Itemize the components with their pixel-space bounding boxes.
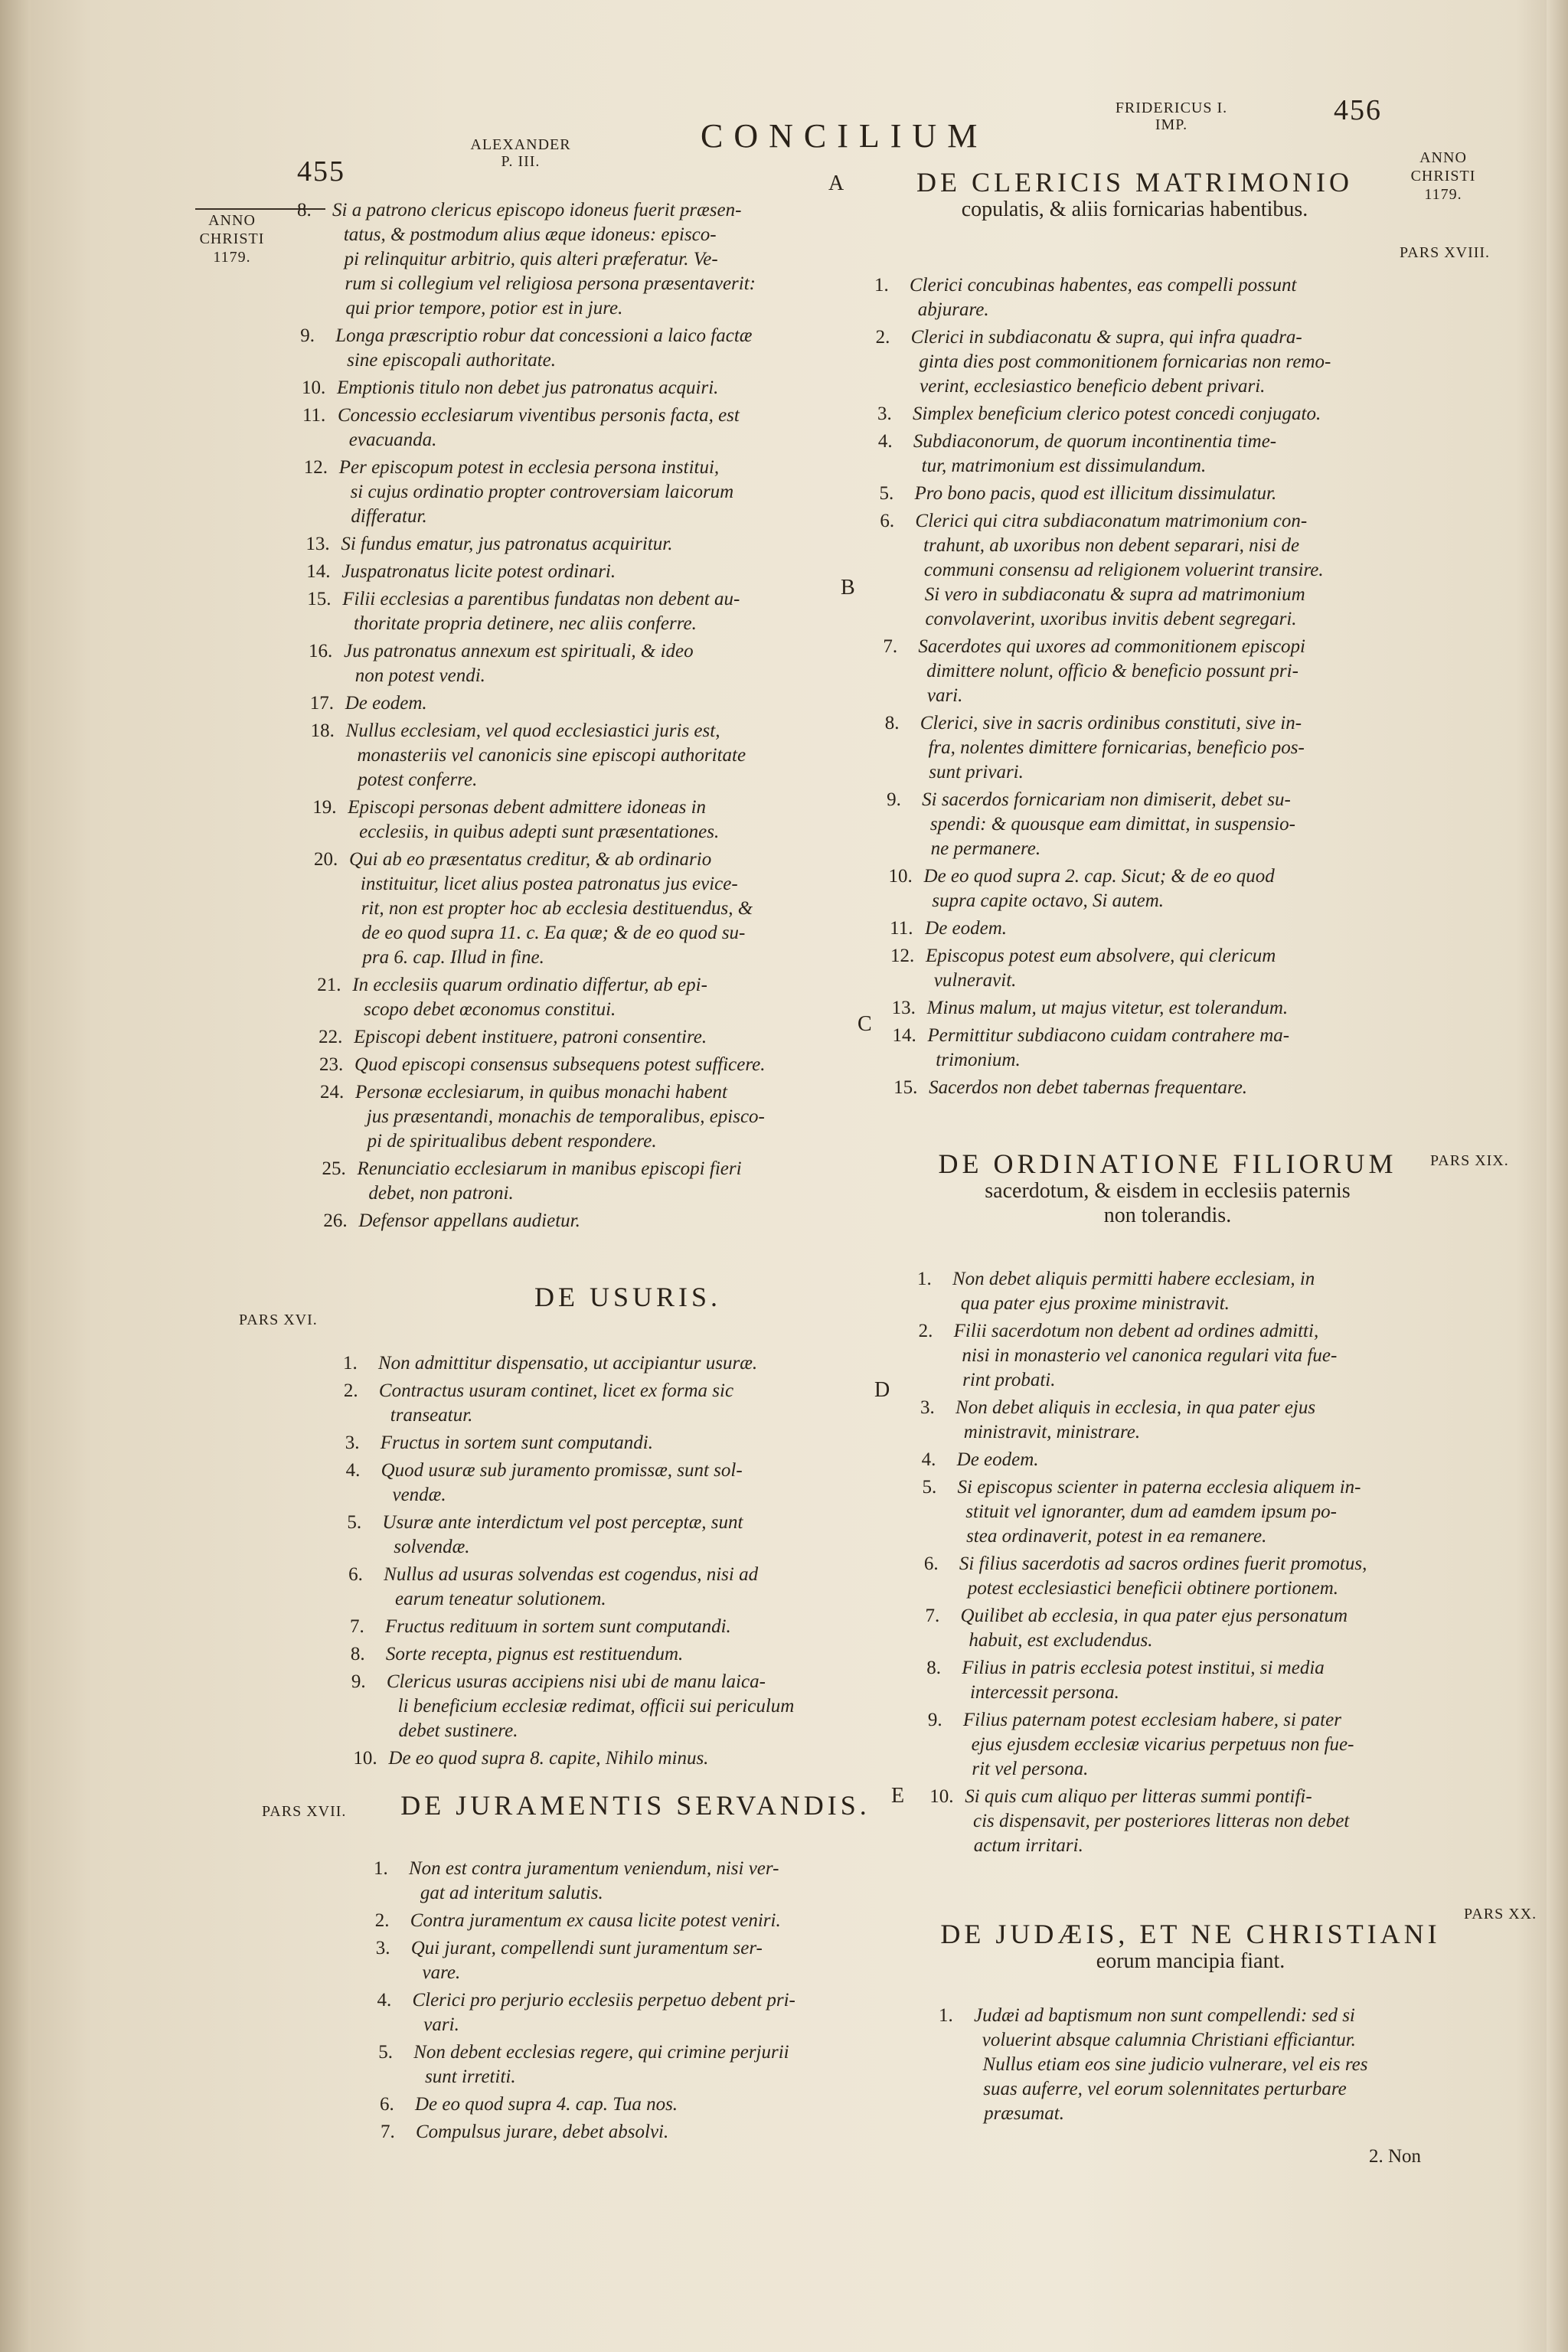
item-line: supra capite octavo, Si autem. [932, 890, 1165, 911]
item-line: Si fundus ematur, jus patronatus acquiritur. [341, 534, 673, 554]
pars-xvi-label: PARS XVI. [239, 1312, 318, 1328]
item-number: 5. [879, 483, 894, 504]
item-line: Emptionis titulo non debet jus patronatus acquiri. [337, 377, 719, 398]
item-line: Si a patrono clericus episcopo idoneus fuerit præsen- [332, 200, 742, 220]
item-line: actum irritari. [973, 1835, 1083, 1856]
item-number: 4. [921, 1449, 936, 1470]
ordinatione-subtitle-2: non tolerandis. [1103, 1204, 1232, 1227]
item-number: 23. [319, 1054, 344, 1075]
item-line: trimonium. [936, 1050, 1021, 1070]
item-line: Si episcopus scienter in paterna ecclesia aliquem in- [957, 1477, 1361, 1498]
item-line: rit vel persona. [972, 1759, 1089, 1779]
item-line: verint, ecclesiastico beneficio debent privari. [920, 376, 1266, 397]
item-number: 5. [922, 1477, 937, 1498]
item-number: 6. [880, 511, 895, 531]
item-line: scopo debet œconomus constitui. [364, 999, 616, 1020]
item-number: 9. [887, 789, 901, 810]
margin-letter-e: E [891, 1784, 905, 1808]
margin-letter-a: A [828, 172, 844, 195]
item-number: 11. [302, 405, 326, 426]
item-line: jus præsentandi, monachis de temporalibus, episco- [366, 1106, 765, 1127]
item-line: rint probati. [962, 1370, 1056, 1390]
item-number: 3. [345, 1432, 360, 1453]
anno-right: ANNO CHRISTI 1179. [1410, 149, 1476, 203]
item-line: Permittitur subdiacono cuidam contrahere ma- [927, 1025, 1290, 1046]
item-line: voluerint absque calumnia Christiani efficiantur. [982, 2030, 1356, 2050]
item-number: 25. [322, 1158, 346, 1179]
item-line: Qui ab eo præsentatus creditur, & ab ordinario [349, 849, 712, 870]
item-line: ginta dies post commonitionem fornicarias non remo- [919, 351, 1331, 372]
item-number: 10. [929, 1786, 954, 1807]
item-line: potest ecclesiastici beneficii obtinere portionem. [967, 1578, 1339, 1599]
item-number: 9. [300, 325, 315, 346]
item-number: 5. [378, 2042, 393, 2063]
item-line: vulneravit. [933, 970, 1017, 991]
section-title-ordinatione [900, 1148, 1436, 1228]
item-line: Minus malum, ut majus vitetur, est tolerandum. [926, 998, 1289, 1018]
item-number: 3. [920, 1397, 935, 1418]
item-line: Si quis cum aliquo per litteras summi pontifi- [965, 1786, 1312, 1807]
item-line: Si vero in subdiaconatu & supra ad matrimonium [924, 584, 1305, 605]
item-line: De eodem. [956, 1449, 1039, 1470]
item-line: vare. [422, 1962, 461, 1983]
item-number: 1. [374, 1858, 388, 1879]
anno-left: ANNO CHRISTI 1179. [199, 212, 265, 266]
item-line: Concessio ecclesiarum viventibus personis facta, est [337, 405, 740, 426]
item-number: 6. [923, 1553, 939, 1574]
item-line: De eodem. [345, 693, 427, 714]
item-line: Si sacerdos fornicariam non dimiserit, debet su- [922, 789, 1291, 810]
item-number: 3. [375, 1938, 390, 1958]
item-line: Quod usuræ sub juramento promissæ, sunt sol- [381, 1460, 743, 1481]
item-line: pi de spiritualibus debent respondere. [367, 1131, 657, 1152]
item-line: Sorte recepta, pignus est restituendum. [385, 1644, 684, 1664]
item-number: 15. [307, 589, 332, 609]
item-number: 8. [350, 1644, 365, 1664]
clericis-subtitle: copulatis, & aliis fornicarias habentibus. [961, 198, 1308, 221]
item-line: differatur. [351, 506, 427, 527]
item-line: debet sustinere. [398, 1720, 518, 1741]
right-page-number: 456 [1334, 94, 1382, 126]
item-line: ejus ejusdem ecclesiæ vicarius perpetuus non fue- [971, 1734, 1354, 1755]
item-line: pra 6. cap. Illud in fine. [362, 947, 544, 968]
item-line: Filius paternam potest ecclesiam habere, si pater [962, 1710, 1341, 1730]
item-line: suas auferre, vel eorum solennitates perturbare [983, 2079, 1347, 2099]
item-line: Jus patronatus annexum est spirituali, & ideo [343, 641, 694, 662]
item-line: communi consensu ad religionem voluerint transire. [923, 560, 1324, 580]
item-line: Si filius sacerdotis ad sacros ordines fuerit promotus, [959, 1553, 1367, 1574]
item-line: Compulsus jurare, debet absolvi. [415, 2122, 669, 2142]
item-line: Non debent ecclesias regere, qui crimine perjurii [413, 2042, 789, 2063]
item-line: Non debet aliquis permitti habere ecclesiam, in [952, 1269, 1315, 1289]
item-line: thoritate propria detinere, nec aliis conferre. [354, 613, 697, 634]
item-number: 22. [318, 1027, 343, 1047]
item-line: Nullus etiam eos sine judicio vulnerare, vel eis res [982, 2054, 1368, 2075]
item-line: Juspatronatus licite potest ordinari. [341, 561, 616, 582]
item-line: intercessit persona. [969, 1682, 1119, 1703]
item-number: 19. [312, 797, 337, 818]
item-number: 8. [884, 713, 900, 733]
catchword: 2. Non [1369, 2146, 1422, 2167]
page-gutter [0, 0, 31, 2352]
item-number: 12. [890, 946, 915, 966]
item-line: fra, nolentes dimittere fornicarias, beneficio pos- [928, 737, 1305, 758]
item-line: Non admittitur dispensatio, ut accipiantur usuræ. [378, 1353, 758, 1374]
item-line: gat ad interitum salutis. [420, 1883, 603, 1903]
clericis-title: DE CLERICIS MATRIMONIO [916, 167, 1353, 198]
section-title-juramentis: DE JURAMENTIS SERVANDIS. [400, 1790, 871, 1821]
item-line: Episcopi debent instituere, patroni consentire. [354, 1027, 707, 1047]
item-line: Nullus ad usuras solvendas est cogendus, nisi ad [384, 1564, 759, 1585]
item-line: earum teneatur solutionem. [395, 1589, 606, 1609]
item-line: ecclesiis, in quibus adepti sunt præsentationes. [359, 822, 720, 842]
judaeis-title: DE JUDÆIS, ET NE CHRISTIANI [940, 1919, 1441, 1949]
item-number: 10. [888, 866, 913, 887]
item-number: 6. [380, 2094, 394, 2115]
item-line: Clerici pro perjurio ecclesiis perpetuo debent pri- [412, 1990, 795, 2011]
item-line: Contractus usuram continet, licet ex forma sic [378, 1380, 734, 1401]
item-line: cis dispensavit, per posteriores litteras non debet [972, 1811, 1350, 1831]
item-number: 2. [374, 1910, 390, 1931]
item-number: 6. [348, 1564, 363, 1585]
item-number: 2. [875, 327, 890, 348]
item-line: vari. [926, 685, 963, 706]
item-line: Sacerdos non debet tabernas frequentare. [929, 1077, 1248, 1098]
page-edge [1547, 0, 1568, 2352]
item-number: 7. [925, 1606, 940, 1626]
item-line: trahunt, ab uxoribus non debent separari, nisi de [923, 535, 1300, 556]
item-line: Fructus redituum in sortem sunt computandi. [384, 1616, 731, 1637]
item-number: 26. [323, 1210, 348, 1231]
item-line: de eo quod supra 11. c. Ea quæ; & de eo quod su- [361, 923, 746, 943]
item-line: spendi: & quousque eam dimittat, in suspensio- [929, 814, 1295, 835]
item-number: 8. [297, 200, 312, 220]
item-line: rum si collegium vel religiosa persona præsentaverit: [345, 273, 756, 294]
item-line: Per episcopum potest in ecclesia persona institui, [338, 457, 720, 478]
item-number: 11. [890, 918, 913, 939]
item-line: Fructus in sortem sunt computandi. [380, 1432, 653, 1453]
pars-xviii-label: PARS XVIII. [1400, 244, 1491, 261]
item-line: vari. [423, 2014, 459, 2035]
item-number: 17. [309, 693, 334, 714]
item-line: Filii ecclesias a parentibus fundatas non debent au- [342, 589, 740, 609]
item-number: 5. [347, 1512, 362, 1533]
item-line: instituitur, licet alius postea patronatus jus evice- [360, 874, 738, 894]
item-number: 1. [939, 2005, 953, 2026]
margin-letter-c: C [858, 1012, 872, 1036]
item-line: tur, matrimonium est dissimulandum. [921, 456, 1207, 476]
item-line: De eo quod supra 2. cap. Sicut; & de eo quod [923, 866, 1275, 887]
item-line: Clericus usuras accipiens nisi ubi de manu laica- [386, 1671, 766, 1692]
item-line: sine episcopali authoritate. [347, 350, 556, 371]
item-line: tatus, & postmodum alius æque idoneus: episco- [343, 224, 717, 245]
item-number: 4. [377, 1990, 392, 2011]
item-number: 14. [306, 561, 331, 582]
item-line: qui prior tempore, potior est in jure. [345, 298, 623, 318]
item-number: 7. [380, 2122, 395, 2142]
item-line: Episcopus potest eum absolvere, qui clericum [926, 946, 1276, 966]
item-number: 9. [927, 1710, 942, 1730]
item-number: 3. [877, 403, 892, 424]
item-line: Filii sacerdotum non debent ad ordines admitti, [953, 1321, 1319, 1341]
item-line: evacuanda. [348, 430, 437, 450]
item-line: vendæ. [392, 1485, 446, 1505]
item-line: Sacerdotes qui uxores ad commonitionem episcopi [918, 636, 1306, 657]
item-line: Clerici, sive in sacris ordinibus constituti, sive in- [920, 713, 1302, 733]
item-number: 7. [349, 1616, 364, 1637]
item-line: sunt irretiti. [425, 2066, 516, 2087]
pars-xix-label: PARS XIX. [1430, 1152, 1509, 1169]
item-number: 10. [302, 377, 326, 398]
item-number: 12. [303, 457, 328, 478]
item-line: De eo quod supra 4. cap. Tua nos. [415, 2094, 678, 2115]
item-line: non potest vendi. [354, 665, 485, 686]
item-number: 13. [891, 998, 916, 1018]
item-line: pi relinquitur arbitrio, quis alteri præferatur. Ve- [344, 249, 718, 270]
item-line: Personæ ecclesiarum, in quibus monachi habent [354, 1082, 727, 1102]
item-line: Non debet aliquis in ecclesia, in qua pater ejus [956, 1397, 1316, 1418]
left-page-number: 455 [297, 155, 345, 188]
item-number: 4. [877, 431, 893, 452]
item-line: monasteriis vel canonicis sine episcopi authoritate [357, 745, 746, 766]
item-number: 2. [343, 1380, 358, 1401]
item-number: 7. [883, 636, 898, 657]
judaeis-subtitle: eorum mancipia fiant. [1096, 1949, 1285, 1973]
item-line: Defensor appellans audietur. [358, 1210, 580, 1231]
item-line: potest conferre. [358, 769, 478, 790]
section-title-usuris: DE USURIS. [534, 1282, 722, 1312]
pars-xvii-label: PARS XVII. [262, 1803, 347, 1820]
item-line: Nullus ecclesiam, vel quod ecclesiastici juris est, [345, 720, 720, 741]
item-line: Quod episcopi consensus subsequens potest sufficere. [354, 1054, 766, 1075]
page-title: CONCILIUM [701, 117, 988, 155]
item-number: 16. [308, 641, 333, 662]
item-line: solvendæ. [394, 1537, 470, 1557]
item-number: 18. [310, 720, 335, 741]
item-line: Contra juramentum ex causa licite potest veniri. [410, 1910, 781, 1931]
item-line: Non est contra juramentum veniendum, nisi ver- [409, 1858, 779, 1879]
item-line: Subdiaconorum, de quorum incontinentia time- [913, 431, 1277, 452]
item-number: 14. [892, 1025, 916, 1046]
item-number: 13. [305, 534, 330, 554]
item-line: abjurare. [917, 299, 989, 320]
item-line: Clerici qui citra subdiaconatum matrimonium con- [915, 511, 1308, 531]
item-line: Usuræ ante interdictum vel post perceptæ, sunt [382, 1512, 743, 1533]
item-line: De eo quod supra 8. capite, Nihilo minus. [388, 1748, 709, 1769]
section-title-judaeis [923, 1919, 1459, 1974]
item-line: Longa præscriptio robur dat concessioni a laico factæ [335, 325, 753, 346]
item-line: rit, non est propter hoc ab ecclesia destituendus, & [361, 898, 753, 919]
right-running-head: FRIDERICUS I. IMP. [1115, 100, 1228, 133]
item-line: Filius in patris ecclesia potest institui, si media [962, 1658, 1325, 1678]
item-line: ne permanere. [930, 838, 1041, 859]
item-line: Judæi ad baptismum non sunt compellendi: sed si [974, 2005, 1355, 2026]
margin-letter-d: D [874, 1378, 890, 1402]
pars-xx-label: PARS XX. [1464, 1906, 1537, 1922]
margin-letter-b: B [841, 576, 855, 599]
item-number: 21. [317, 975, 341, 995]
item-line: habuit, est excludendus. [969, 1630, 1153, 1651]
item-line: Clerici concubinas habentes, eas compelli possunt [910, 275, 1297, 296]
section-title-clericis [867, 167, 1403, 222]
item-number: 10. [353, 1748, 377, 1769]
item-line: In ecclesiis quarum ordinatio differtur, ab epi- [352, 975, 707, 995]
item-number: 1. [874, 275, 889, 296]
item-number: 24. [319, 1082, 345, 1102]
item-line: qua pater ejus proxime ministravit. [960, 1293, 1230, 1314]
item-line: transeatur. [390, 1405, 473, 1426]
item-number: 8. [926, 1658, 941, 1678]
item-line: sunt privari. [929, 762, 1024, 782]
ordinatione-title: DE ORDINATIONE FILIORUM [938, 1148, 1397, 1179]
item-line: præsumat. [984, 2103, 1064, 2124]
item-number: 1. [917, 1269, 932, 1289]
item-line: Renunciatio ecclesiarum in manibus episcopi fieri [357, 1158, 742, 1179]
item-line: ministravit, ministrare. [963, 1422, 1141, 1442]
item-line: Episcopi personas debent admittere idoneas in [348, 797, 707, 818]
left-running-head: ALEXANDER P. III. [470, 136, 571, 170]
item-line: Clerici in subdiaconatu & supra, qui infra quadra- [910, 327, 1302, 348]
item-line: stituit vel ignoranter, dum ad eamdem ipsum po- [965, 1501, 1337, 1522]
item-number: 4. [345, 1460, 361, 1481]
item-line: nisi in monasterio vel canonica regulari vita fue- [962, 1345, 1338, 1366]
item-line: stea ordinaverit, potest in ea remanere. [966, 1526, 1267, 1547]
item-line: Pro bono pacis, quod est illicitum dissimulatur. [914, 483, 1277, 504]
item-line: Simplex beneficium clerico potest concedi conjugato. [913, 403, 1321, 424]
item-line: dimittere nolunt, officio & beneficio possunt pri- [926, 661, 1298, 681]
item-number: 1. [343, 1353, 358, 1374]
item-line: debet, non patroni. [368, 1183, 514, 1204]
item-number: 15. [893, 1077, 918, 1098]
item-line: li beneficium ecclesiæ redimat, officii sui periculum [397, 1696, 795, 1717]
item-line: convolaverint, uxoribus invitis debent segregari. [925, 609, 1297, 629]
item-line: Quilibet ab ecclesia, in qua pater ejus personatum [960, 1606, 1348, 1626]
item-line: Qui jurant, compellendi sunt juramentum ser- [410, 1938, 763, 1958]
item-line: si cujus ordinatio propter controversiam laicorum [350, 482, 734, 502]
item-number: 20. [314, 849, 338, 870]
ordinatione-subtitle-1: sacerdotum, & eisdem in ecclesiis paternis [985, 1179, 1351, 1203]
item-line: De eodem. [925, 918, 1008, 939]
item-number: 9. [351, 1671, 366, 1692]
item-number: 2. [918, 1321, 933, 1341]
